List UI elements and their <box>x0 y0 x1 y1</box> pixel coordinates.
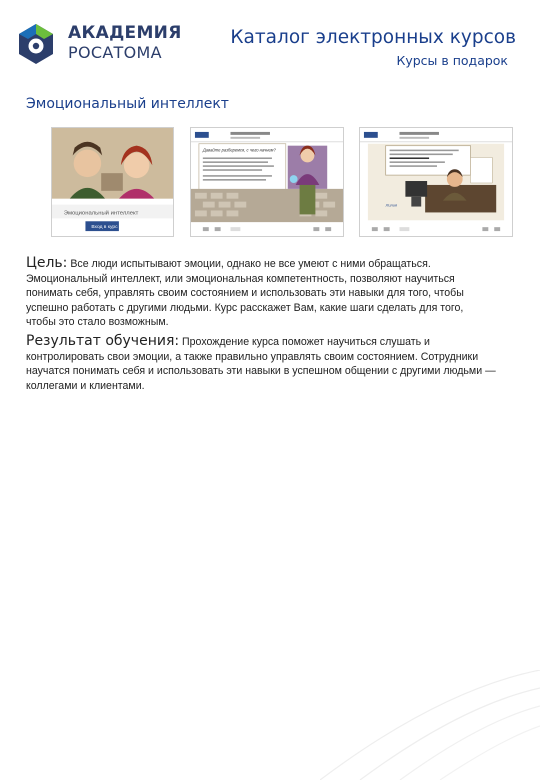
decorative-curves <box>320 670 540 780</box>
course-description <box>26 256 496 393</box>
enter-course-button: Вход в курс <box>91 225 118 231</box>
course-screenshot-title <box>51 127 174 237</box>
goal-paragraph <box>26 256 496 330</box>
svg-text:Лилия: Лилия <box>385 202 398 208</box>
logo <box>14 22 184 66</box>
result-text: Прохождение курса поможет научиться слушать и контролировать свои эмоции, а также правильно управлять своим состоянием. Сотрудники научатся понимать себя и использовать эти навыки в успешном общении с другими людьми — коллегами и клиентами. <box>26 335 496 392</box>
logo-line-2: РОСАТОМА <box>68 43 162 62</box>
course-screenshot-lesson <box>190 127 344 237</box>
goal-label: Цель: <box>26 255 68 271</box>
result-label: Результат обучения: <box>26 332 180 349</box>
screen-heading: Давайте разберемся, с чего начнем? <box>202 147 276 153</box>
goal-text: Все люди испытывают эмоции, однако не все умеют с ними обращаться. Эмоциональный интеллект, или эмоциональная компетентность, позволяют научиться понимать себя, управлять своим состоянием и использовать эти навыки для того, чтобы успешно работать с другими людьми. Курс расскажет Вам, какие шаги сделать для того, чтобы это стало возможным. <box>26 258 464 329</box>
course-screenshot-office <box>359 127 513 237</box>
logo-line-1: АКАДЕМИЯ <box>68 23 182 43</box>
page-title: Каталог электронных курсов <box>230 27 516 48</box>
course-title: Эмоциональный интеллект <box>26 96 229 112</box>
page-subtitle: Курсы в подарок <box>396 53 508 68</box>
result-paragraph <box>26 334 496 393</box>
rosatom-logo-mark <box>14 22 58 66</box>
screen-caption: Эмоциональный интеллект <box>63 210 139 217</box>
